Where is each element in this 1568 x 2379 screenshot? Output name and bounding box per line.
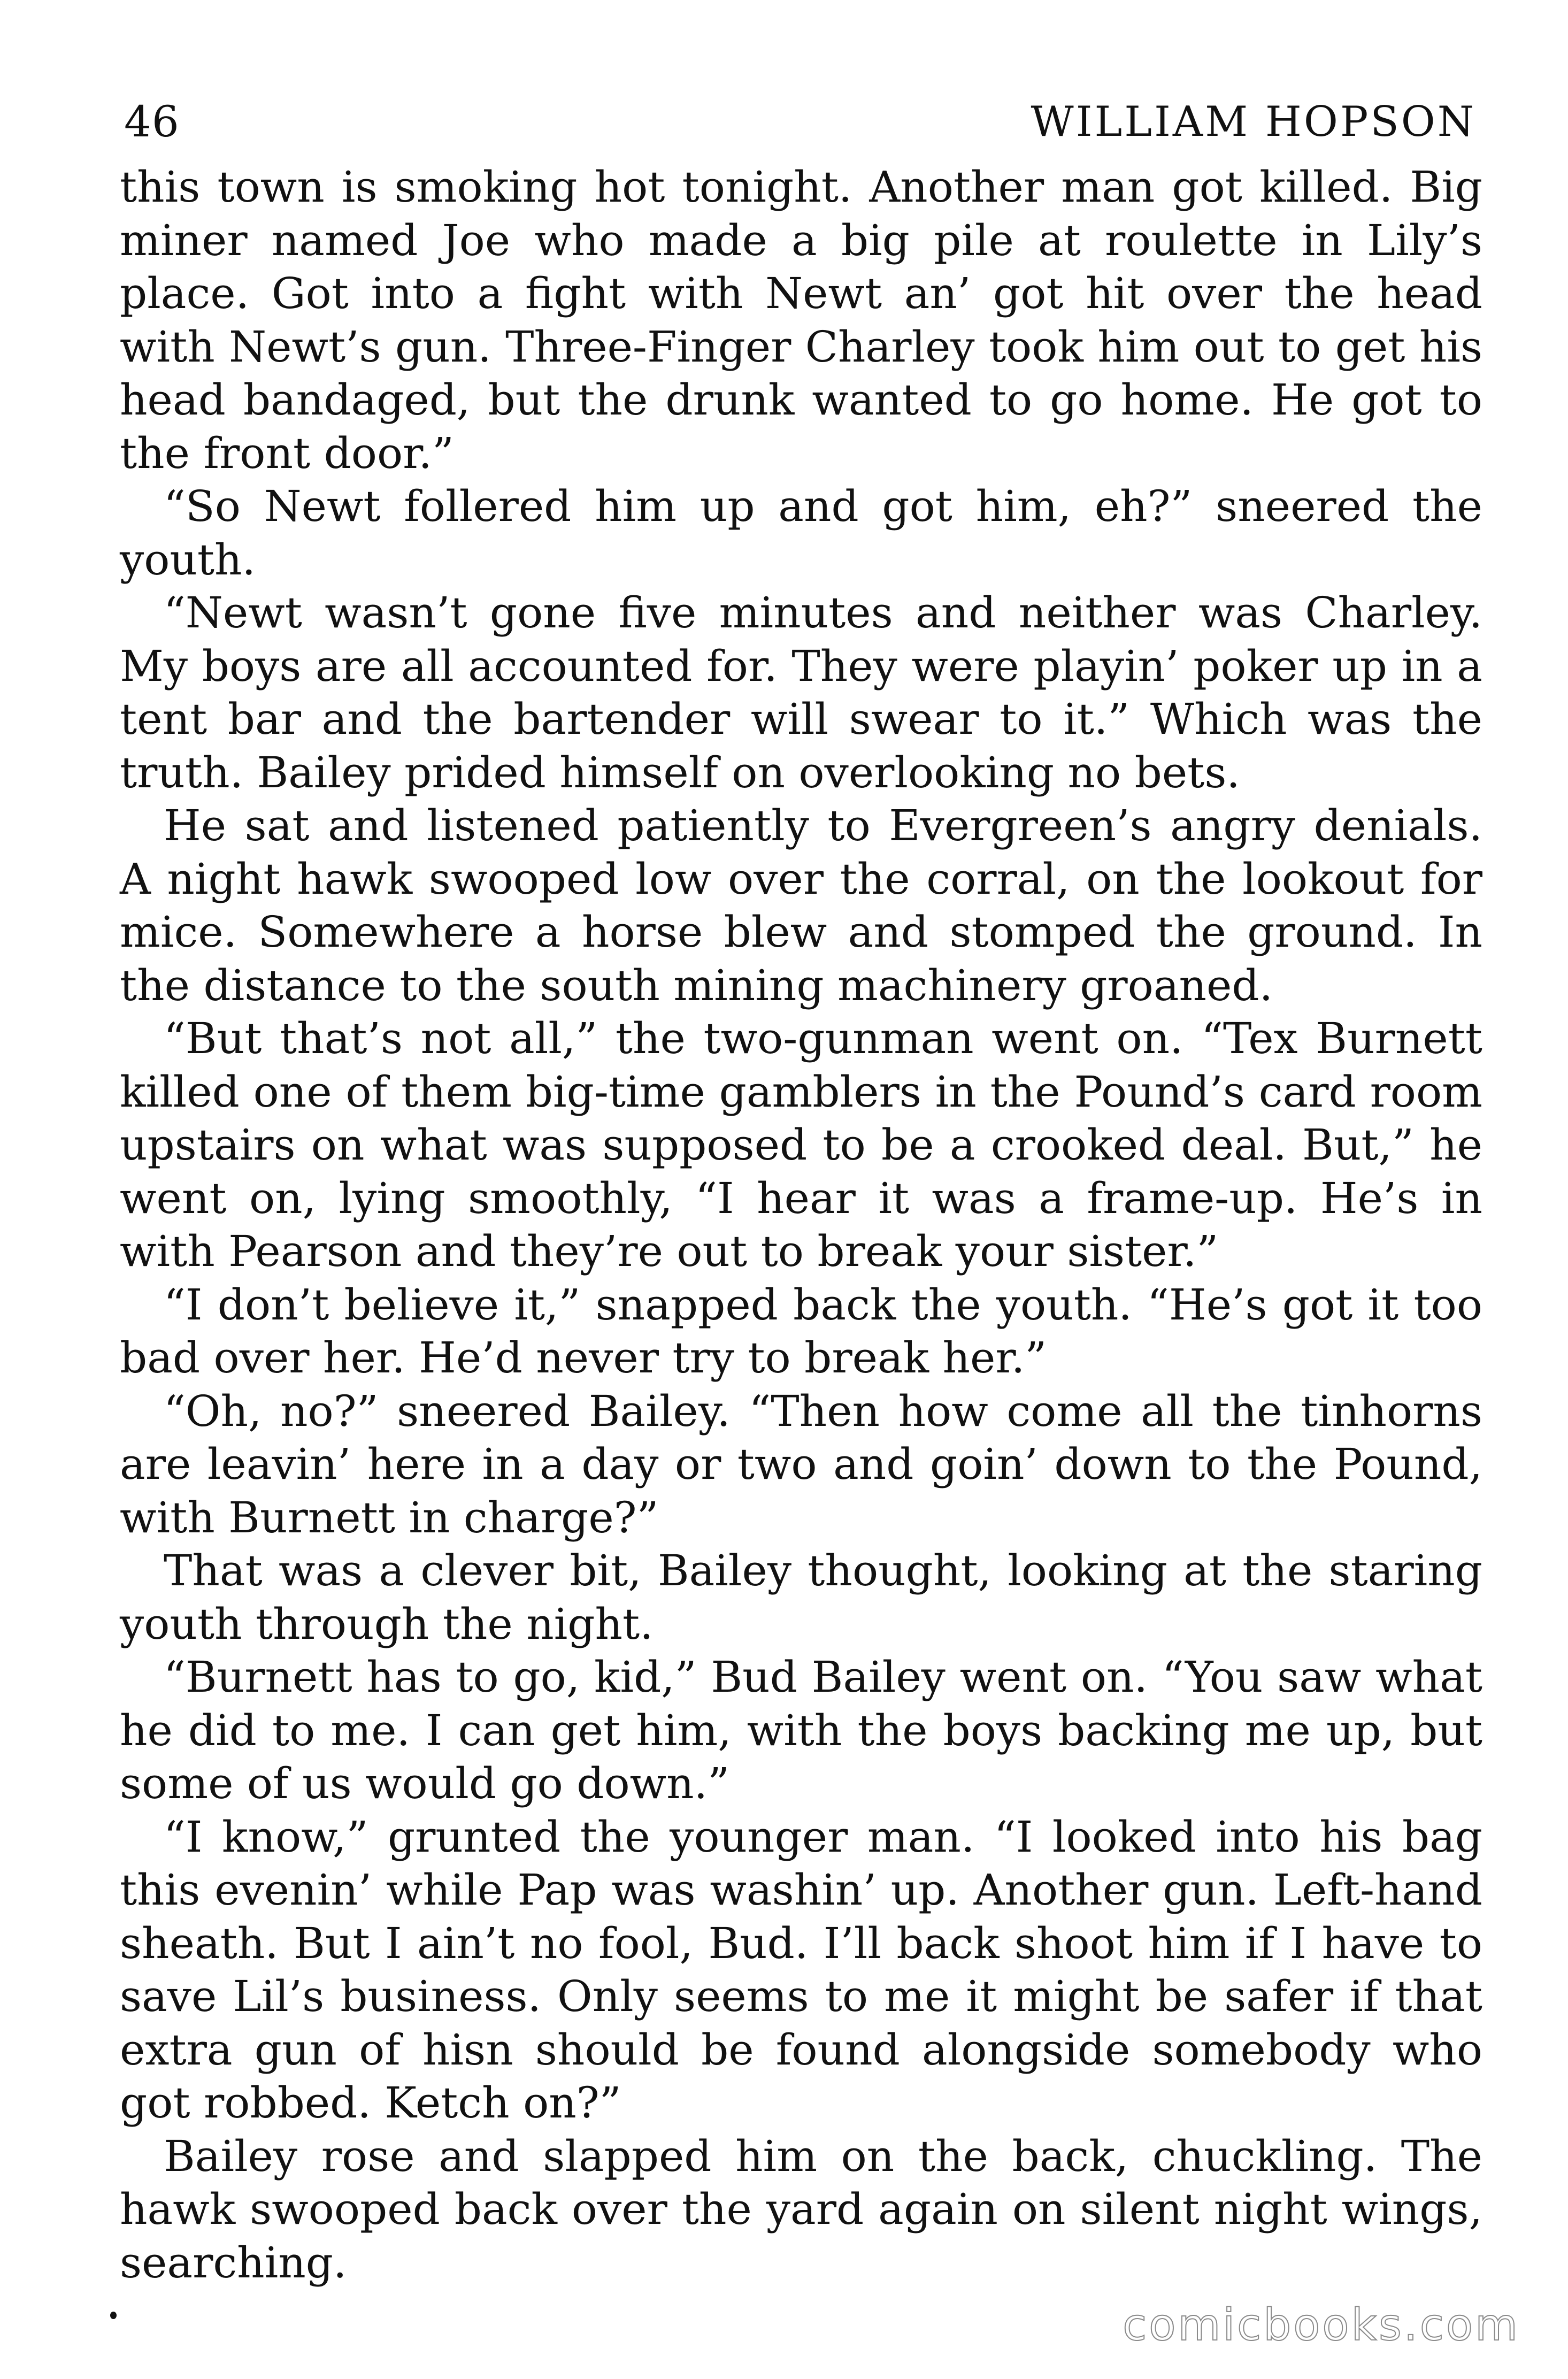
paragraph: “Newt wasn’t gone five minutes and neither was Charley. My boys are all accounted for. They were playin’ poker up in a tent bar and the bartender will swear to it.” Which was the truth. Bailey prided himself on overlooking no bets. — [120, 588, 1482, 797]
page-header — [124, 90, 1476, 154]
paragraph: “I don’t believe it,” snapped back the youth. “He’s got it too bad over her. He’d never try to break her.” — [120, 1279, 1482, 1383]
paragraph: “I know,” grunted the younger man. “I looked into his bag this evenin’ while Pap was washin’ up. Another gun. Left-hand sheath. But I ain’t no fool, Bud. I’ll back shoot him if I have to save Lil’s business. Only seems to me it might be safer if that extra gun of hisn should be found alongside somebody who got robbed. Ketch on?” — [120, 1812, 1482, 2128]
body-text — [120, 160, 1482, 2289]
paragraph: “But that’s not all,” the two-gunman went on. “Tex Burnett killed one of them big-time gamblers in the Pound’s card room upstairs on what was supposed to be a crooked deal. But,” he went on, lying smoothly, “I hear it was a frame-up. He’s in with Pearson and they’re out to break your sister.” — [120, 1014, 1482, 1276]
paragraph: Bailey rose and slapped him on the back, chuckling. The hawk swooped back over the yard again on silent night wings, searching. — [120, 2131, 1482, 2288]
paragraph: He sat and listened patiently to Evergreen’s angry denials. A night hawk swooped low over the corral, on the lookout for mice. Somewhere a horse blew and stomped the ground. In the distance to the south mining machinery groaned. — [120, 801, 1482, 1010]
paragraph: “Oh, no?” sneered Bailey. “Then how come all the tinhorns are leavin’ here in a day or two and goin’ down to the Pound, with Burnett in charge?” — [120, 1386, 1482, 1542]
running-head: WILLIAM HOPSON — [1031, 98, 1476, 146]
page-number: 46 — [124, 97, 180, 147]
watermark: comicbooks.com — [1123, 2300, 1520, 2351]
paragraph: “So Newt follered him up and got him, eh?” sneered the youth. — [120, 481, 1482, 585]
paragraph: this town is smoking hot tonight. Another man got killed. Big miner named Joe who made a big pile at roulette in Lily’s place. Got into a fight with Newt an’ got hit over the head with Newt’s gun. Three-Finger Charley took him out to get his head bandaged, but the drunk wanted to go home. He got to the front door.” — [120, 162, 1482, 478]
paragraph: “Burnett has to go, kid,” Bud Bailey went on. “You saw what he did to me. I can get him, with the boys backing me up, but some of us would go down.” — [120, 1652, 1482, 1808]
ink-speck — [110, 2312, 117, 2319]
paragraph: That was a clever bit, Bailey thought, looking at the staring youth through the night. — [120, 1546, 1482, 1649]
